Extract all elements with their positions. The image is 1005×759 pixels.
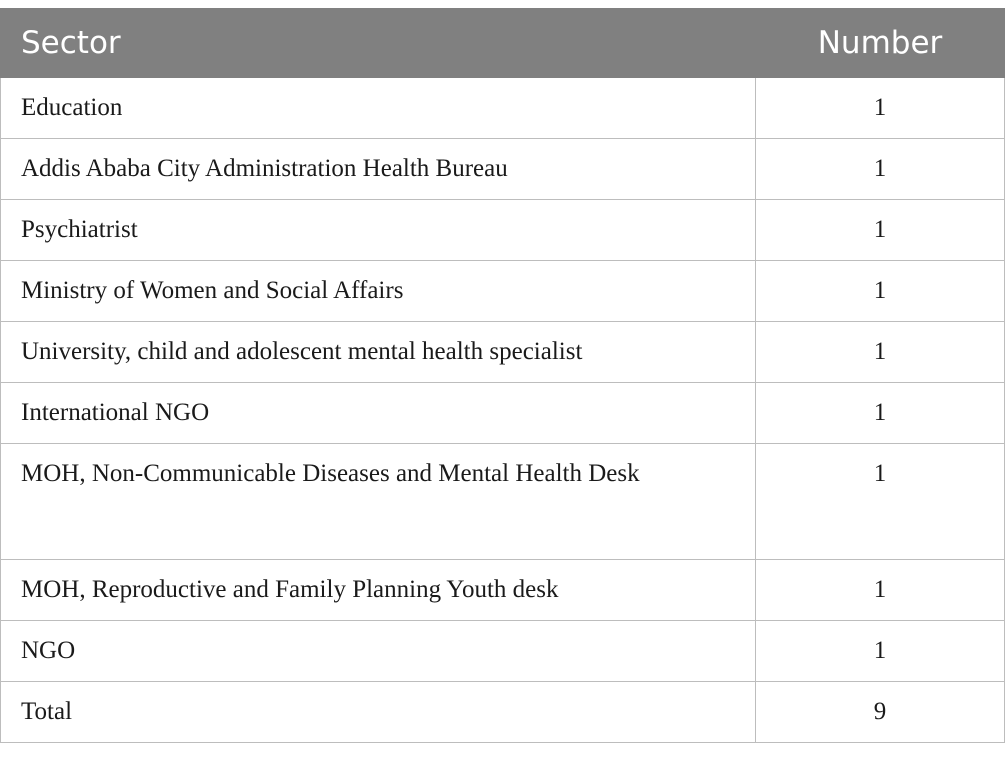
sector-cell: University, child and adolescent mental health specialist (1, 322, 756, 383)
number-cell: 1 (756, 444, 1005, 560)
sector-cell: MOH, Non-Communicable Diseases and Mental Health Desk (1, 444, 756, 560)
sector-cell: NGO (1, 621, 756, 682)
sector-cell: International NGO (1, 383, 756, 444)
total-number-cell: 9 (756, 682, 1005, 743)
number-cell: 1 (756, 322, 1005, 383)
number-cell: 1 (756, 261, 1005, 322)
sector-cell: Addis Ababa City Administration Health Bureau (1, 139, 756, 200)
sector-cell: Psychiatrist (1, 200, 756, 261)
header-number: Number (756, 9, 1005, 78)
number-cell: 1 (756, 78, 1005, 139)
header-sector: Sector (1, 9, 756, 78)
number-cell: 1 (756, 560, 1005, 621)
number-cell: 1 (756, 621, 1005, 682)
sector-table (0, 8, 1005, 743)
table-row (1, 444, 1005, 560)
sector-cell: MOH, Reproductive and Family Planning Youth desk (1, 560, 756, 621)
sector-cell: Ministry of Women and Social Affairs (1, 261, 756, 322)
table-row (1, 621, 1005, 682)
total-row (1, 682, 1005, 743)
number-cell: 1 (756, 139, 1005, 200)
table-body (1, 78, 1005, 743)
table-row (1, 322, 1005, 383)
table-row (1, 383, 1005, 444)
sector-cell: Education (1, 78, 756, 139)
table-row (1, 139, 1005, 200)
table-row (1, 78, 1005, 139)
header-row (1, 9, 1005, 78)
table-row (1, 200, 1005, 261)
total-label-cell: Total (1, 682, 756, 743)
number-cell: 1 (756, 383, 1005, 444)
number-cell: 1 (756, 200, 1005, 261)
table-header (1, 9, 1005, 78)
table-row (1, 560, 1005, 621)
sector-table-container (0, 8, 1004, 743)
table-row (1, 261, 1005, 322)
